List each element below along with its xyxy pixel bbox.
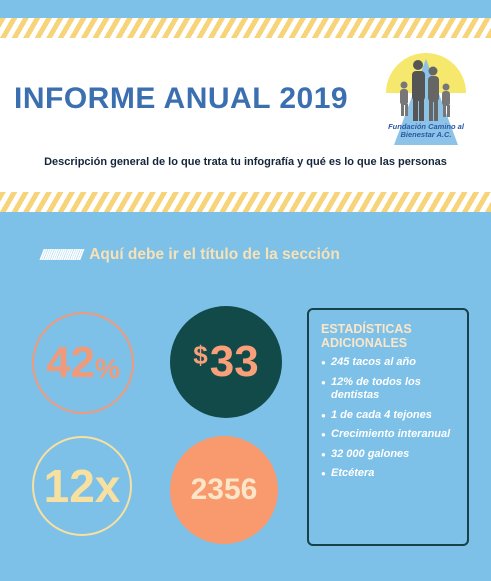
foundation-logo [378,41,474,145]
page-description: Descripción general de lo que trata tu infografía y qué es lo que las personas [44,156,447,168]
header-banner [0,38,491,192]
stat-percent-number: 42 [46,338,96,387]
stat-count-value: 2356 [190,473,258,506]
stats-list-item: ● 12% de todos los dentistas [321,376,455,403]
stats-box-title: ESTADÍSTICAS ADICIONALES [321,322,412,350]
section-slash-decoration: /////////////////// [40,246,82,264]
stat-circle-count [170,436,278,544]
decorative-stripe-bottom [0,192,491,212]
stats-list-item: ● 1 de cada 4 tejones [321,409,455,423]
decorative-stripe-top [0,18,491,38]
stat-multiplier-value: 12x [43,460,121,512]
stats-list-item: ● Etcétera [321,467,455,481]
section-header [40,245,340,265]
stats-list-item: ● 245 tacos al año [321,356,455,370]
stat-currency-sign: $ [193,339,208,370]
stat-circle-money [170,306,282,418]
section-title: Aquí debe ir el título de la sección [89,246,340,263]
stat-percent-sign: % [95,353,120,384]
stats-list-item: ● 32 000 galones [321,448,455,462]
logo-text: Fundación Camino al Bienestar A.C. [388,122,464,139]
stats-list-item: ● Crecimiento interanual [321,428,455,442]
stats-list [321,356,455,481]
additional-stats-box [307,308,469,546]
stat-money-number: 33 [209,337,259,386]
stat-circle-percent [32,312,134,414]
page-title: INFORME ANUAL 2019 [14,82,349,115]
stat-circle-multiplier [32,436,132,536]
